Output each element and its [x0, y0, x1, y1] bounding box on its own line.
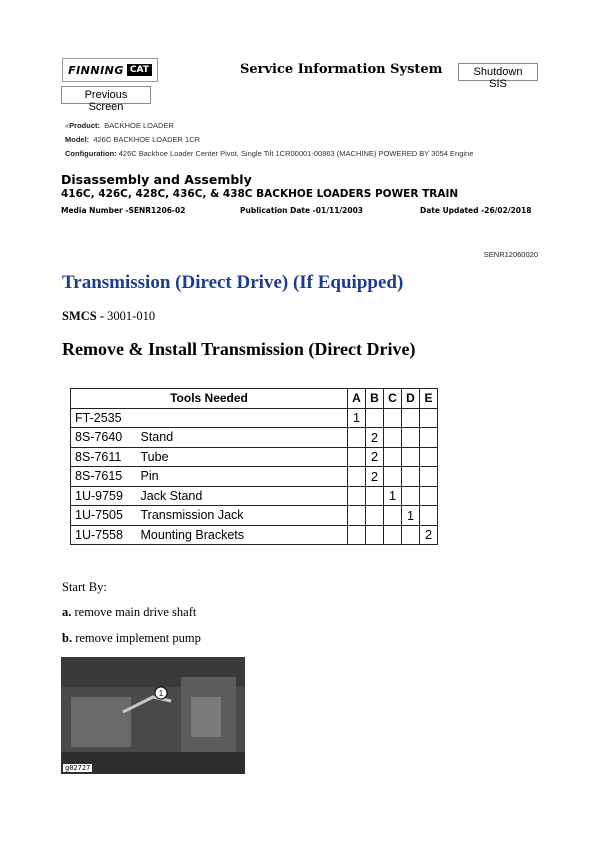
cat-badge: CAT [127, 64, 152, 76]
quantity-cell [348, 467, 366, 487]
table-header-row [71, 389, 438, 409]
part-number-cell: 8S-7640 [71, 428, 137, 448]
quantity-cell [402, 486, 420, 506]
model-label: Model: [65, 135, 90, 144]
part-description-cell: Tube [137, 447, 348, 467]
quantity-cell [384, 506, 402, 526]
part-number-cell: 8S-7615 [71, 467, 137, 487]
table-row [71, 486, 438, 506]
quantity-cell: 1 [384, 486, 402, 506]
configuration-label: Configuration: [65, 149, 117, 158]
quantity-cell: 1 [348, 408, 366, 428]
part-description-cell [137, 408, 348, 428]
table-row [71, 408, 438, 428]
part-description-cell: Jack Stand [137, 486, 348, 506]
callout-number: 1 [158, 689, 164, 698]
quantity-cell [420, 408, 438, 428]
quantity-cell [366, 408, 384, 428]
system-title: Service Information System [240, 62, 443, 77]
transmission-photo [61, 657, 245, 774]
part-number-cell: FT-2535 [71, 408, 137, 428]
configuration-value: 426C Backhoe Loader Center Pivot, Single Tilt 1CR00001-00863 (MACHINE) POWERED BY 3054 Engine [118, 149, 474, 158]
column-header: D [402, 389, 420, 409]
quantity-cell [420, 428, 438, 448]
start-by-label: Start By: [62, 580, 107, 594]
configuration-line [65, 149, 473, 158]
product-label: Product: [69, 121, 101, 130]
column-header: A [348, 389, 366, 409]
publication-date: Publication Date -01/11/2003 [240, 206, 364, 215]
section-heading: Disassembly and Assembly [61, 172, 252, 187]
quantity-cell [348, 486, 366, 506]
part-number-cell: 1U-7505 [71, 506, 137, 526]
quantity-cell [402, 408, 420, 428]
quantity-cell: 2 [366, 447, 384, 467]
finning-cat-logo [62, 58, 158, 82]
table-row [71, 525, 438, 545]
logo-text: FINNING [68, 63, 124, 77]
column-header: E [420, 389, 438, 409]
collapse-icon[interactable]: « [65, 121, 70, 130]
part-description-cell: Transmission Jack [137, 506, 348, 526]
quantity-cell [384, 467, 402, 487]
smcs-value: 3001-010 [107, 309, 156, 323]
procedure-title: Remove & Install Transmission (Direct Drive) [62, 339, 416, 359]
table-row [71, 447, 438, 467]
quantity-cell [402, 525, 420, 545]
smcs-code [62, 309, 155, 324]
model-value: 426C BACKHOE LOADER 1CR [93, 135, 201, 144]
quantity-cell [402, 447, 420, 467]
part-description-cell: Stand [137, 428, 348, 448]
step-item [62, 631, 201, 646]
tools-header: Tools Needed [71, 389, 348, 409]
shutdown-sis-button[interactable]: Shutdown SIS [458, 63, 538, 81]
quantity-cell [420, 506, 438, 526]
step-marker: b. [62, 631, 73, 645]
quantity-cell [402, 467, 420, 487]
quantity-cell [402, 428, 420, 448]
product-line [65, 121, 174, 130]
quantity-cell [348, 506, 366, 526]
step-text: remove implement pump [75, 631, 201, 645]
quantity-cell [366, 525, 384, 545]
quantity-cell [384, 525, 402, 545]
quantity-cell [366, 506, 384, 526]
manual-subtitle: 416C, 426C, 428C, 436C, & 438C BACKHOE LOADERS POWER TRAIN [61, 188, 459, 200]
quantity-cell [420, 486, 438, 506]
part-number-cell: 1U-9759 [71, 486, 137, 506]
quantity-cell [348, 525, 366, 545]
table-row [71, 467, 438, 487]
quantity-cell [348, 428, 366, 448]
quantity-cell [384, 447, 402, 467]
table-row [71, 428, 438, 448]
quantity-cell: 2 [366, 467, 384, 487]
tools-needed-table [70, 388, 438, 545]
quantity-cell [384, 428, 402, 448]
previous-screen-button[interactable]: Previous Screen [61, 86, 151, 104]
quantity-cell [348, 447, 366, 467]
part-number-cell: 1U-7558 [71, 525, 137, 545]
part-description-cell: Pin [137, 467, 348, 487]
step-marker: a. [62, 605, 72, 619]
quantity-cell: 2 [366, 428, 384, 448]
table-row [71, 506, 438, 526]
figure-tag: g02727 [65, 764, 91, 772]
document-id: SENR12060020 [483, 250, 538, 259]
step-text: remove main drive shaft [74, 605, 197, 619]
column-header: B [366, 389, 384, 409]
page-title: Transmission (Direct Drive) (If Equipped) [62, 272, 404, 293]
part-number-cell: 8S-7611 [71, 447, 137, 467]
product-value: BACKHOE LOADER [104, 121, 174, 130]
part-description-cell: Mounting Brackets [137, 525, 348, 545]
smcs-label: SMCS - [62, 309, 105, 323]
quantity-cell [420, 467, 438, 487]
quantity-cell [366, 486, 384, 506]
date-updated: Date Updated -26/02/2018 [420, 206, 532, 215]
quantity-cell [384, 408, 402, 428]
quantity-cell: 1 [402, 506, 420, 526]
column-header: C [384, 389, 402, 409]
media-number: Media Number -SENR1206-02 [61, 206, 186, 215]
model-line [65, 135, 200, 144]
quantity-cell: 2 [420, 525, 438, 545]
step-item [62, 605, 196, 620]
quantity-cell [420, 447, 438, 467]
photo-illustration [61, 657, 245, 774]
